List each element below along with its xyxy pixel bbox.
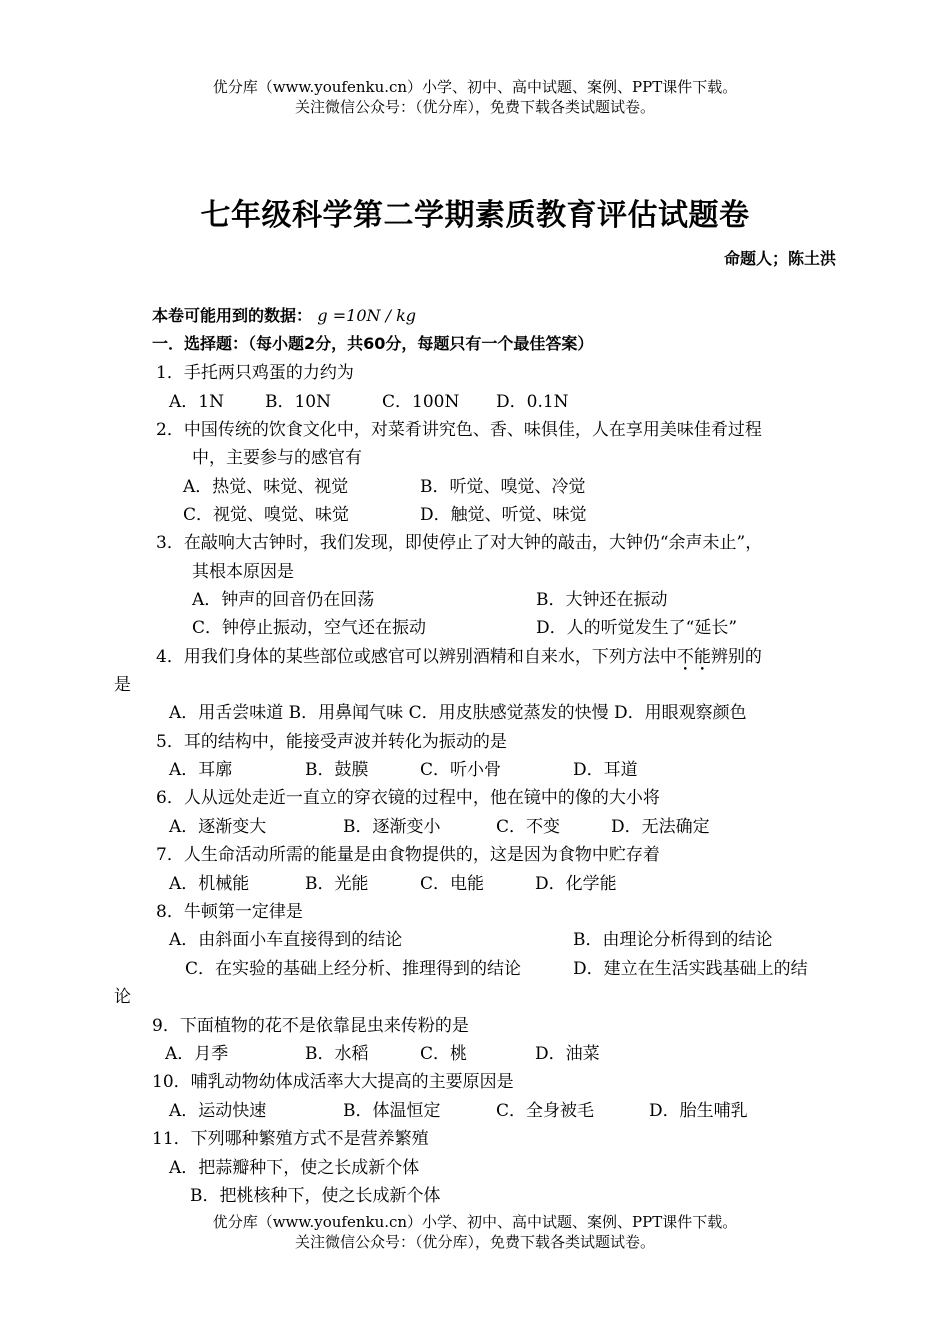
header-line-2: 关注微信公众号：（优分库），免费下载各类试题试卷。 [294,98,655,116]
q9-stem: 9．下面植物的花不是依靠昆虫来传粉的是 [152,1016,469,1036]
q8-option-c: C．在实验的基础上经分析、推理得到的结论 [185,959,522,979]
q3-option-d: D．人的听觉发生了“延长” [536,618,738,638]
q5-option-d: D．耳道 [573,760,638,780]
q7-option-d: D．化学能 [535,874,617,894]
data-label: 本卷可能用到的数据： [152,306,313,325]
q3-stem-2: 其根本原因是 [192,562,294,582]
data-formula: g =10N / kg [317,306,417,325]
q6-option-c: C．不变 [496,817,561,837]
q3-option-a: A．钟声的回音仍在回荡 [192,590,375,610]
q6-stem: 6．人从远处走近一直立的穿衣镜的过程中，他在镜中的像的大小将 [156,788,660,808]
q7-option-c: C．电能 [420,874,485,894]
q4-emphasis-1: 不 [676,647,694,667]
q3-option-b: B．大钟还在振动 [536,590,668,610]
q5-option-b: B．鼓膜 [305,760,369,780]
footer-line-2: 关注微信公众号：（优分库），免费下载各类试题试卷。 [294,1233,655,1251]
q10-stem: 10．哺乳动物幼体成活率大大提高的主要原因是 [152,1072,514,1092]
data-line [152,305,416,327]
q8-option-a: A．由斜面小车直接得到的结论 [169,930,403,950]
q10-option-c: C．全身被毛 [496,1101,595,1121]
q4-stem-1 [156,646,762,668]
q1-option-d: D．0.1N [496,392,569,412]
q3-stem-1: 3．在敲响大古钟时，我们发现，即使停止了对大钟的敲击，大钟仍“余声未止”， [156,533,763,553]
q11-stem: 11．下列哪种繁殖方式不是营养繁殖 [152,1129,429,1149]
q11-option-a: A．把蒜瓣种下，使之长成新个体 [169,1158,420,1178]
q1-option-b: B．10N [265,392,331,412]
q5-option-c: C．听小骨 [420,760,502,780]
q9-option-b: B．水稻 [305,1044,369,1064]
q6-option-a: A．逐渐变大 [169,817,267,837]
q8-stem: 8．牛顿第一定律是 [156,902,303,922]
q5-option-a: A．耳廓 [169,760,233,780]
q1-stem: 1．手托两只鸡蛋的力约为 [156,363,354,383]
header-line-1: 优分库（www.youfenku.cn）小学、初中、高中试题、案例、PPT课件下载。 [212,78,738,96]
q1-option-c: C．100N [382,392,460,412]
section-heading: 一．选择题：（每小题2分，共60分，每题只有一个最佳答案） [152,334,594,353]
q6-option-b: B．逐渐变小 [343,817,441,837]
q7-stem: 7．人生命活动所需的能量是由食物提供的，这是因为食物中贮存着 [156,845,660,865]
q8-option-d-cont: 论 [114,987,131,1007]
q10-option-b: B．体温恒定 [343,1101,441,1121]
q10-option-a: A．运动快速 [169,1101,267,1121]
q8-option-b: B．由理论分析得到的结论 [573,930,773,950]
q7-option-a: A．机械能 [169,874,250,894]
q4-stem-pre: 4．用我们身体的某些部位或感官可以辨别酒精和自来水，下列方法中 [156,647,677,667]
q3-option-c: C．钟停止振动，空气还在振动 [192,618,427,638]
q5-stem: 5．耳的结构中，能接受声波并转化为振动的是 [156,732,507,752]
q4-stem-post: 辨别的 [710,647,762,667]
author-line: 命题人；陈土洪 [723,249,836,268]
q1-option-a: A．1N [169,392,224,412]
footer-line-1: 优分库（www.youfenku.cn）小学、初中、高中试题、案例、PPT课件下载。 [212,1213,738,1231]
page-title: 七年级科学第二学期素质教育评估试题卷 [200,198,750,233]
q9-option-a: A．月季 [165,1044,229,1064]
q11-option-b: B．把桃核种下，使之长成新个体 [190,1186,441,1206]
q6-option-d: D．无法确定 [611,817,710,837]
q8-option-d: D．建立在生活实践基础上的结 [573,959,808,979]
q2-stem-1: 2．中国传统的饮食文化中，对菜肴讲究色、香、味俱佳，人在享用美味佳肴过程 [156,420,762,440]
q4-options: A．用舌尝味道 B．用鼻闻气味 C．用皮肤感觉蒸发的快慢 D．用眼观察颜色 [169,703,747,723]
q4-stem-2: 是 [114,675,131,695]
q2-option-d: D．触觉、听觉、味觉 [420,505,587,525]
q10-option-d: D．胎生哺乳 [649,1101,748,1121]
q2-option-a: A．热觉、味觉、视觉 [183,477,349,497]
q4-emphasis-2: 能 [693,647,711,667]
q7-option-b: B．光能 [305,874,369,894]
q9-option-d: D．油菜 [535,1044,600,1064]
q2-option-b: B．听觉、嗅觉、冷觉 [420,477,586,497]
q2-stem-2: 中，主要参与的感官有 [192,448,362,468]
q9-option-c: C．桃 [420,1044,468,1064]
q2-option-c: C．视觉、嗅觉、味觉 [183,505,350,525]
